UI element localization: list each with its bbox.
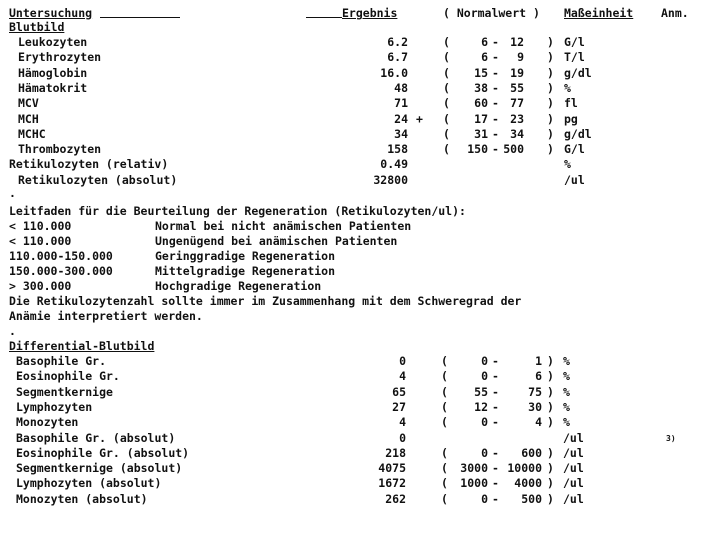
unit: %: [564, 80, 571, 95]
range-close: ): [547, 35, 554, 49]
analyte-name: Basophile Gr. (absolut): [16, 430, 176, 445]
range-high: 4: [535, 415, 542, 430]
range-open: (: [443, 96, 450, 111]
range-open: (: [443, 126, 450, 141]
header-untersuchung: Untersuchung: [9, 6, 93, 20]
analyte-name: Retikulozyten (absolut): [18, 172, 178, 187]
range-high: 55: [510, 80, 524, 95]
range-low: 0: [481, 445, 488, 460]
result-value: 0: [399, 430, 406, 445]
unit: %: [563, 415, 570, 430]
range-open: (: [441, 461, 448, 476]
separator-dot: [0, 324, 28, 339]
unit: %: [563, 369, 570, 384]
threshold-range: 150.000-300.000: [9, 264, 113, 278]
range-dash: -: [492, 80, 499, 95]
analyte-name: Hämatokrit: [18, 80, 88, 95]
threshold-range: > 300.000: [9, 279, 72, 293]
threshold-text: Hochgradige Regeneration: [155, 279, 322, 293]
range-close: ): [547, 111, 554, 126]
header-ergebnis: Ergebnis: [342, 6, 398, 20]
range-low: 0: [481, 354, 488, 368]
range-low: 60: [474, 96, 488, 111]
range-high: 500: [521, 491, 542, 506]
unit: fl: [564, 96, 578, 111]
range-high: 4000: [514, 476, 542, 491]
range-open: (: [441, 369, 448, 384]
threshold-range: < 110.000: [9, 234, 72, 248]
range-dash: -: [492, 384, 499, 399]
range-dash: -: [492, 491, 499, 506]
result-value: 0.49: [380, 157, 408, 171]
result-value: 1672: [378, 476, 406, 491]
blutbild-section-title: [0, 20, 65, 35]
range-high: 30: [528, 399, 542, 414]
annotation-note: 3): [666, 433, 676, 443]
range-open: (: [441, 384, 448, 399]
analyte-name: Hämoglobin: [18, 65, 88, 80]
analyte-name: Monozyten (absolut): [16, 491, 148, 506]
section-title: Differential-Blutbild: [9, 339, 155, 353]
range-close: ): [547, 369, 554, 384]
range-low: 15: [474, 65, 488, 80]
range-low: 3000: [460, 461, 488, 476]
range-open: (: [443, 50, 450, 65]
range-close: ): [547, 126, 554, 141]
unit: %: [563, 384, 570, 399]
unit: T/l: [564, 50, 585, 65]
analyte-name: Retikulozyten (relativ): [9, 157, 169, 171]
analyte-name: MCH: [18, 111, 39, 126]
threshold-text: Ungenügend bei anämischen Patienten: [155, 234, 398, 248]
result-value: 4075: [378, 461, 406, 476]
unit: /ul: [563, 430, 584, 445]
range-low: 150: [467, 142, 488, 157]
range-high: 77: [510, 96, 524, 111]
analyte-name: Segmentkernige (absolut): [16, 461, 183, 476]
result-value: 0: [399, 354, 406, 368]
range-open: (: [441, 491, 448, 506]
header-rule-2: [306, 17, 342, 18]
unit: %: [564, 157, 571, 171]
leitfaden-heading: Leitfaden für die Beurteilung der Regeneration (Retikulozyten/ul):: [9, 204, 466, 218]
range-low: 31: [474, 126, 488, 141]
range-high: 23: [510, 111, 524, 126]
range-dash: -: [492, 142, 499, 157]
range-close: ): [547, 65, 554, 80]
unit: G/l: [564, 142, 585, 157]
range-open: (: [441, 354, 448, 368]
dot: .: [9, 186, 16, 200]
range-dash: -: [492, 445, 499, 460]
threshold-text: Geringgradige Regeneration: [155, 249, 336, 263]
result-value: 6.2: [387, 35, 408, 49]
threshold-text: Mittelgradige Regeneration: [155, 264, 336, 278]
range-close: ): [547, 399, 554, 414]
range-low: 6: [481, 50, 488, 65]
range-low: 17: [474, 111, 488, 126]
range-open: (: [441, 415, 448, 430]
report-header: [0, 6, 689, 21]
result-value: 16.0: [380, 65, 408, 80]
header-anm: Anm.: [661, 6, 689, 20]
analyte-name: Thrombozyten: [18, 142, 102, 157]
range-low: 1000: [460, 476, 488, 491]
range-dash: -: [492, 35, 499, 49]
result-value: 4: [399, 415, 406, 430]
unit: %: [563, 354, 570, 368]
analyte-name: Lymphozyten (absolut): [16, 476, 162, 491]
result-value: 4: [399, 369, 406, 384]
analyte-name: Monozyten: [16, 415, 79, 430]
range-close: ): [547, 384, 554, 399]
unit: /ul: [563, 461, 584, 476]
analyte-name: Basophile Gr.: [16, 354, 107, 368]
result-value: 48: [394, 80, 408, 95]
range-high: 9: [517, 50, 524, 65]
range-open: (: [443, 111, 450, 126]
header-masseinheit: Maßeinheit: [564, 6, 634, 20]
range-high: 75: [528, 384, 542, 399]
section-title: Blutbild: [9, 20, 65, 34]
range-open: (: [443, 142, 450, 157]
result-value: 218: [385, 445, 406, 460]
range-high: 1: [535, 354, 542, 368]
range-high: 6: [535, 369, 542, 384]
analyte-name: Eosinophile Gr. (absolut): [16, 445, 190, 460]
leitfaden-title: [0, 204, 466, 219]
unit: g/dl: [564, 65, 592, 80]
range-low: 0: [481, 369, 488, 384]
dot: .: [9, 324, 16, 338]
range-close: ): [547, 476, 554, 491]
range-low: 6: [481, 35, 488, 49]
unit: pg: [564, 111, 578, 126]
range-close: ): [547, 415, 554, 430]
range-open: (: [443, 35, 450, 49]
analyte-name: Leukozyten: [18, 35, 88, 49]
range-dash: -: [492, 111, 499, 126]
result-value: 32800: [373, 172, 408, 187]
result-value: 65: [392, 384, 406, 399]
range-open: (: [443, 65, 450, 80]
unit: /ul: [563, 445, 584, 460]
range-close: ): [547, 50, 554, 65]
note-text: Die Retikulozytenzahl sollte immer im Zusammenhang mit dem Schweregrad der: [9, 294, 522, 308]
result-value: 158: [387, 142, 408, 157]
threshold-range: < 110.000: [9, 219, 72, 233]
unit: /ul: [563, 491, 584, 506]
range-low: 38: [474, 80, 488, 95]
note-text: Anämie interpretiert werden.: [9, 309, 203, 323]
range-open: (: [441, 476, 448, 491]
unit: /ul: [564, 172, 585, 187]
range-dash: -: [492, 399, 499, 414]
range-high: 10000: [507, 461, 542, 476]
range-dash: -: [492, 50, 499, 65]
range-close: ): [547, 461, 554, 476]
range-high: 12: [510, 35, 524, 49]
result-value: 71: [394, 96, 408, 111]
analyte-name: MCHC: [18, 126, 46, 141]
analyte-name: MCV: [18, 96, 39, 111]
range-dash: -: [492, 476, 499, 491]
analyte-name: Erythrozyten: [18, 50, 102, 65]
range-dash: -: [492, 369, 499, 384]
range-open: (: [441, 399, 448, 414]
unit: g/dl: [564, 126, 592, 141]
range-high: 19: [510, 65, 524, 80]
range-close: ): [547, 445, 554, 460]
range-dash: -: [492, 96, 499, 111]
result-value: 34: [394, 126, 408, 141]
range-close: ): [547, 142, 554, 157]
range-dash: -: [492, 415, 499, 430]
analyte-name: Eosinophile Gr.: [16, 369, 120, 384]
result-value: 27: [392, 399, 406, 414]
leitfaden-note-2: [0, 309, 203, 324]
header-rule: [100, 17, 180, 18]
range-open: (: [441, 445, 448, 460]
result-value: 24: [394, 111, 408, 126]
threshold-range: 110.000-150.000: [9, 249, 113, 263]
range-high: 34: [510, 126, 524, 141]
range-low: 0: [481, 415, 488, 430]
range-close: ): [547, 96, 554, 111]
range-open: (: [443, 80, 450, 95]
range-low: 55: [474, 384, 488, 399]
separator-dot: [0, 186, 28, 201]
result-flag: +: [416, 111, 423, 126]
analyte-name: Lymphozyten: [16, 399, 93, 414]
result-value: 6.7: [387, 50, 408, 65]
range-close: ): [547, 80, 554, 95]
range-dash: -: [492, 65, 499, 80]
unit: /ul: [563, 476, 584, 491]
range-high: 500: [503, 142, 524, 157]
range-dash: -: [492, 461, 499, 476]
range-high: 600: [521, 445, 542, 460]
analyte-name: Segmentkernige: [16, 384, 113, 399]
unit: G/l: [564, 35, 585, 49]
range-close: ): [547, 491, 554, 506]
range-close: ): [547, 354, 554, 368]
result-value: 262: [385, 491, 406, 506]
threshold-text: Normal bei nicht anämischen Patienten: [155, 219, 412, 233]
unit: %: [563, 399, 570, 414]
range-low: 0: [481, 491, 488, 506]
range-dash: -: [492, 126, 499, 141]
leitfaden-note-1: [0, 294, 522, 309]
range-low: 12: [474, 399, 488, 414]
differential-section-title: [0, 339, 155, 354]
range-dash: -: [492, 354, 499, 368]
header-normalwert: ( Normalwert ): [443, 6, 540, 20]
